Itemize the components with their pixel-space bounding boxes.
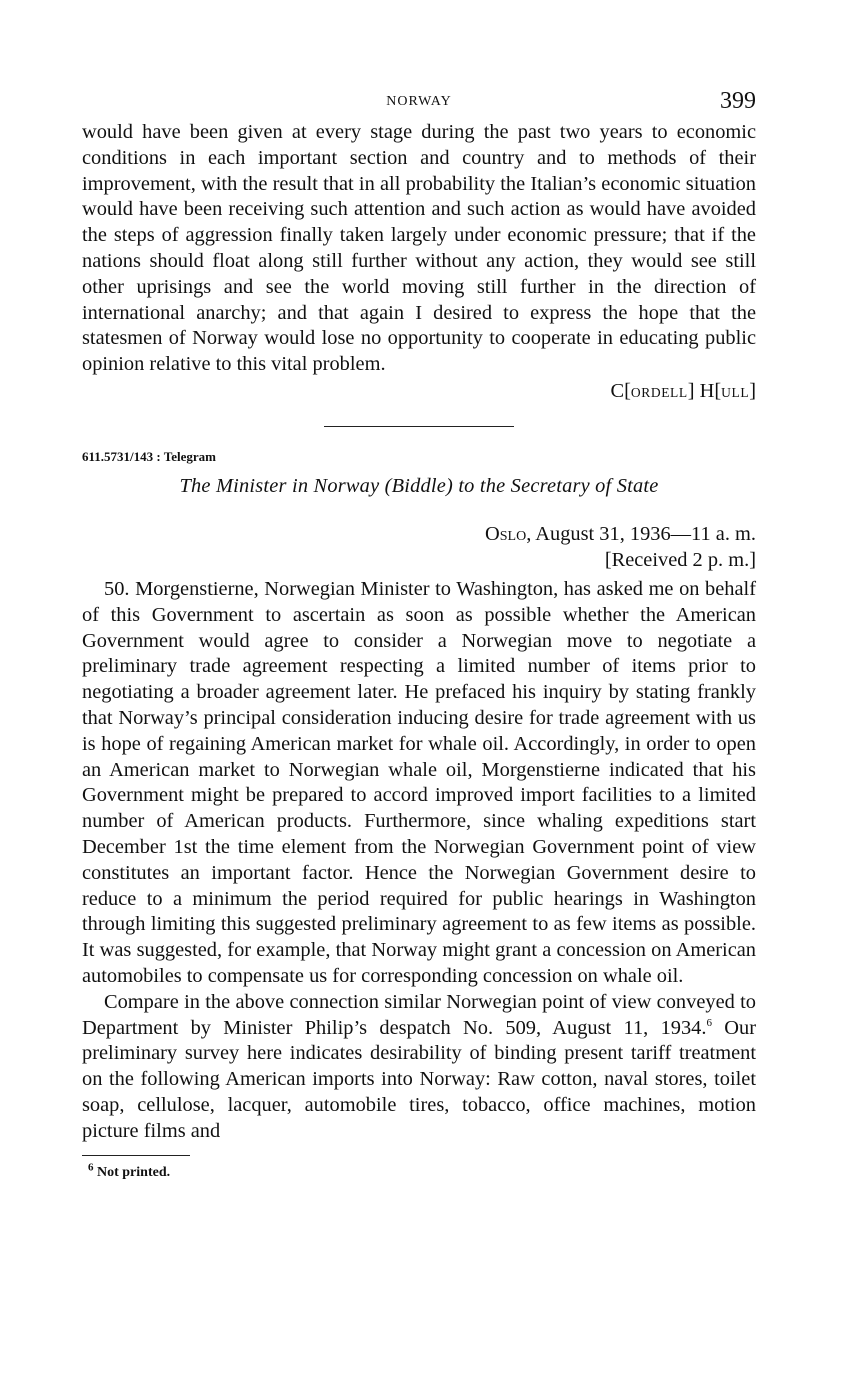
footnote-mark: 6 [88, 1160, 94, 1173]
signature [82, 378, 756, 406]
dateline-rest: , August 31, 1936—11 a. m. [526, 522, 756, 545]
signature-h-rest: ULL [721, 384, 750, 400]
footnote-reference: 6 [706, 1016, 712, 1029]
received-note: [Received 2 p. m.] [604, 548, 756, 571]
section-divider [324, 426, 514, 427]
footnote-text: Not printed. [97, 1164, 171, 1180]
signature-c-rest: ORDELL [630, 384, 688, 400]
footnote [88, 1160, 756, 1181]
signature-mid: ] H[ [687, 379, 722, 402]
document-page [82, 88, 756, 1181]
footnote-rule [82, 1155, 190, 1156]
document-title: The Minister in Norway (Biddle) to the Secretary of State [179, 474, 659, 497]
signature-end: ] [749, 379, 756, 402]
telegram-paragraph-2 [82, 990, 756, 1145]
page-header [82, 88, 756, 120]
page-number: 399 [720, 88, 756, 114]
dateline-place: Oslo [485, 522, 527, 545]
signature-c: C[ [610, 379, 631, 402]
telegram-paragraph-1: 50. Morgenstierne, Norwegian Minister to Washington, has asked me on behalf of this Government to ascertain as soon as possible whether the American Government would agree to consider a Norwegian move to negotiate a preliminary trade agreement respecting a limited number of items prior to negotiating a broader agreement later. He prefaced his inquiry by stating frankly that Norway’s principal consideration inducing desire for trade agreement with us is hope of regaining American market for whale oil. Accordingly, in order to open an American market to Norwegian whale oil, Morgenstierne indicated that his Government might be prepared to accord improved import facilities to a limited number of American products. Furthermore, since whaling expeditions start December 1st the time element from the Norwegian Government point of view constitutes an important factor. Hence the Norwegian Government desire to reduce to a minimum the period required for public hearings in Washington through limiting this suggested preliminary agreement to as few items as possible. It was suggested, for example, that Norway might grant a concession on American automobiles to compensate us for corresponding concession on whale oil. [82, 577, 756, 987]
dateline [82, 521, 756, 547]
file-number: 611.5731/143 : Telegram [82, 448, 216, 464]
running-head: NORWAY [386, 94, 452, 109]
paragraph-2-part-b: Our preliminary survey here indicates desirability of binding present tariff treatment on the following American imports into Norway: Raw cotton, naval stores, toilet soap, cellulose, lacquer, automobile tires, tobacco, office machines, motion picture films and [82, 1016, 756, 1142]
paragraph-2-part-a: Compare in the above connection similar Norwegian point of view conveyed to Department by Minister Philip’s despatch No. 509, August 11, 1934. [82, 990, 756, 1039]
continuation-paragraph: would have been given at every stage during the past two years to economic conditions in each important section and country and to methods of their improvement, with the result that in all probability the Italian’s economic situation would have been receiving such attention and such action as would have avoided the steps of aggression finally taken largely under economic pressure; that if the nations should float along still further without any action, they would see still other uprisings and see the world moving still further in the direction of international anarchy; and that again I desired to express the hope that the statesmen of Norway would lose no opportunity to cooperate in educating public opinion relative to this vital problem. [82, 121, 756, 376]
